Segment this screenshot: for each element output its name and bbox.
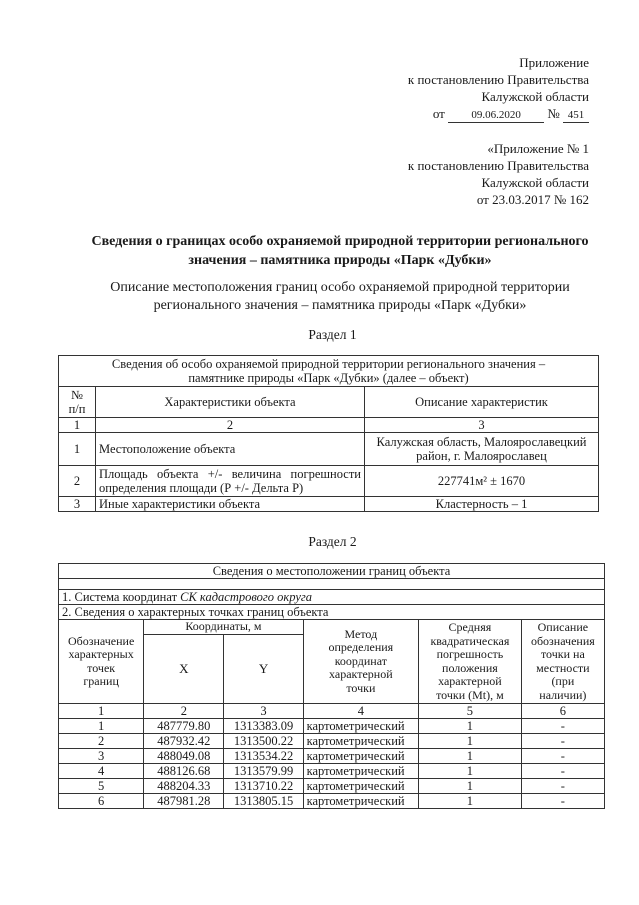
point-error: 1 [419, 719, 522, 734]
col-method-header [303, 620, 419, 704]
table-caption-row [59, 356, 599, 387]
col-characteristic-header: Характеристики объекта [96, 387, 365, 418]
header-line-2: к постановлению Правительства [407, 72, 589, 87]
table-row [59, 779, 605, 794]
col-designation-header [59, 620, 144, 704]
point-x: 487932.42 [144, 734, 224, 749]
point-description: - [521, 749, 604, 764]
coordinate-system-prefix: 1. Система координат [62, 590, 181, 604]
row-description-line-2: район, г. Малоярославец [416, 449, 547, 463]
row-characteristic-line-2: определения площади (Р +/- Дельта Р) [99, 481, 304, 495]
table-caption-row [59, 564, 605, 579]
header-line: наличии) [539, 687, 587, 702]
point-x: 487779.80 [144, 719, 224, 734]
index-cell: 2 [144, 704, 224, 719]
point-method: картометрический [303, 719, 419, 734]
row-characteristic: Иные характеристики объекта [96, 497, 365, 512]
point-error: 1 [419, 749, 522, 764]
header-line: точки (Mt), м [436, 687, 504, 702]
header-line: Метод [344, 626, 378, 641]
header-line: положения [442, 660, 498, 675]
header-line: Средняя [448, 620, 492, 634]
header-line: Обозначение [67, 633, 135, 648]
index-cell: 3 [224, 704, 303, 719]
blank-row [59, 579, 605, 590]
col-number-header-line-2: п/п [68, 402, 86, 416]
original-appendix-header [408, 140, 589, 208]
point-number: 5 [59, 779, 144, 794]
point-description: - [521, 734, 604, 749]
point-number: 6 [59, 794, 144, 809]
subtitle-line-2: регионального значения – памятника природы «Парк «Дубки» [153, 298, 527, 313]
point-y: 1313710.22 [224, 779, 303, 794]
point-x: 488204.33 [144, 779, 224, 794]
point-number: 2 [59, 734, 144, 749]
table-row [59, 764, 605, 779]
point-method: картометрический [303, 749, 419, 764]
document-title [60, 232, 620, 270]
title-line-2: значения – памятника природы «Парк «Дубки» [188, 253, 492, 268]
header2-line-3: Калужской области [481, 175, 589, 190]
row-description [365, 433, 599, 466]
row-number: 1 [59, 433, 96, 466]
title-line-1: Сведения о границах особо охраняемой природной территории регионального [91, 234, 589, 249]
table-header-row [59, 387, 599, 418]
col-y-header: Y [224, 635, 303, 704]
point-description: - [521, 764, 604, 779]
index-cell: 2 [96, 418, 365, 433]
table-index-row [59, 418, 599, 433]
header2-line-1: «Приложение № 1 [487, 141, 589, 156]
row-number: 3 [59, 497, 96, 512]
index-cell: 3 [365, 418, 599, 433]
row-characteristic: Местоположение объекта [96, 433, 365, 466]
subtitle-line-1: Описание местоположения границ особо охраняемой природной территории [110, 280, 570, 295]
point-error: 1 [419, 734, 522, 749]
index-cell: 1 [59, 704, 144, 719]
table-caption: Сведения о местоположении границ объекта [59, 564, 605, 579]
point-y: 1313579.99 [224, 764, 303, 779]
header-number: 451 [563, 108, 589, 123]
header-line: (при [551, 674, 575, 688]
header-ot: от [432, 106, 445, 121]
point-y: 1313805.15 [224, 794, 303, 809]
col-description-header: Описание характеристик [365, 387, 599, 418]
point-method: картометрический [303, 764, 419, 779]
row-description: 227741м² ± 1670 [365, 466, 599, 497]
col-error-header [419, 620, 522, 704]
table-row [59, 734, 605, 749]
header-line: точек [87, 660, 116, 675]
point-number: 3 [59, 749, 144, 764]
coordinate-system [59, 590, 605, 605]
point-description: - [521, 779, 604, 794]
col-number-header-line-1: № [71, 388, 83, 402]
header-line: Описание [537, 620, 589, 634]
points-title-row [59, 605, 605, 620]
row-characteristic-line-1: Площадь объекта +/- величина погрешности [99, 467, 361, 481]
index-cell: 4 [303, 704, 419, 719]
point-error: 1 [419, 764, 522, 779]
row-description-line-1: Калужская область, Малоярославецкий [376, 435, 587, 449]
row-characteristic [96, 466, 365, 497]
table-row [59, 794, 605, 809]
point-error: 1 [419, 779, 522, 794]
header2-line-4: от 23.03.2017 № 162 [476, 192, 589, 207]
header-line: квадратическая [430, 633, 510, 648]
point-method: картометрический [303, 794, 419, 809]
header-no-sign: № [547, 106, 560, 121]
header-line-1: Приложение [519, 55, 589, 70]
section-2-label: Раздел 2 [308, 534, 357, 549]
row-description: Кластерность – 1 [365, 497, 599, 512]
table-row [59, 497, 599, 512]
header-line: определения [328, 640, 394, 655]
point-x: 488126.68 [144, 764, 224, 779]
caption-line-2: памятнике природы «Парк «Дубки» (далее – объект) [188, 371, 469, 385]
header2-line-2: к постановлению Правительства [407, 158, 589, 173]
point-number: 1 [59, 719, 144, 734]
table-caption [59, 356, 599, 387]
table-header-row [59, 620, 605, 635]
header-line: координат [334, 653, 387, 668]
point-x: 487981.28 [144, 794, 224, 809]
appendix-header [408, 54, 589, 123]
index-cell: 5 [419, 704, 522, 719]
section-1-label: Раздел 1 [308, 327, 357, 342]
header-line: точки [346, 680, 376, 695]
point-method: картометрический [303, 734, 419, 749]
row-number: 2 [59, 466, 96, 497]
boundary-points-table [58, 563, 605, 809]
coordinate-system-row [59, 590, 605, 605]
table-row [59, 749, 605, 764]
coordinate-system-name: СК кадастрового округа [180, 590, 312, 604]
object-info-table [58, 355, 599, 512]
header-line: характерных [68, 647, 134, 661]
header-line: обозначения [530, 633, 595, 648]
header-line: характерной [329, 667, 393, 682]
table-row [59, 719, 605, 734]
point-y: 1313500.22 [224, 734, 303, 749]
point-error: 1 [419, 794, 522, 809]
table-row [59, 433, 599, 466]
document-subtitle [70, 279, 610, 315]
point-y: 1313534.22 [224, 749, 303, 764]
header-date: 09.06.2020 [448, 108, 544, 123]
table-index-row [59, 704, 605, 719]
points-title: 2. Сведения о характерных точках границ объекта [59, 605, 605, 620]
header-line: границ [83, 674, 119, 688]
index-cell: 1 [59, 418, 96, 433]
col-number-header [59, 387, 96, 418]
table-row [59, 466, 599, 497]
header-line: погрешность [436, 647, 504, 661]
col-description-header [521, 620, 604, 704]
point-description: - [521, 794, 604, 809]
header-line: местности [536, 660, 590, 675]
point-y: 1313383.09 [224, 719, 303, 734]
point-x: 488049.08 [144, 749, 224, 764]
point-description: - [521, 719, 604, 734]
index-cell: 6 [521, 704, 604, 719]
blank-cell [59, 579, 605, 590]
header-date-line [408, 105, 589, 123]
point-method: картометрический [303, 779, 419, 794]
caption-line-1: Сведения об особо охраняемой природной территории регионального значения – [111, 357, 546, 371]
header-line: характерной [438, 674, 502, 688]
col-coordinates-header: Координаты, м [144, 620, 303, 635]
col-x-header: X [144, 635, 224, 704]
header-line-3: Калужской области [481, 89, 589, 104]
point-number: 4 [59, 764, 144, 779]
header-line: точки на [540, 647, 585, 661]
